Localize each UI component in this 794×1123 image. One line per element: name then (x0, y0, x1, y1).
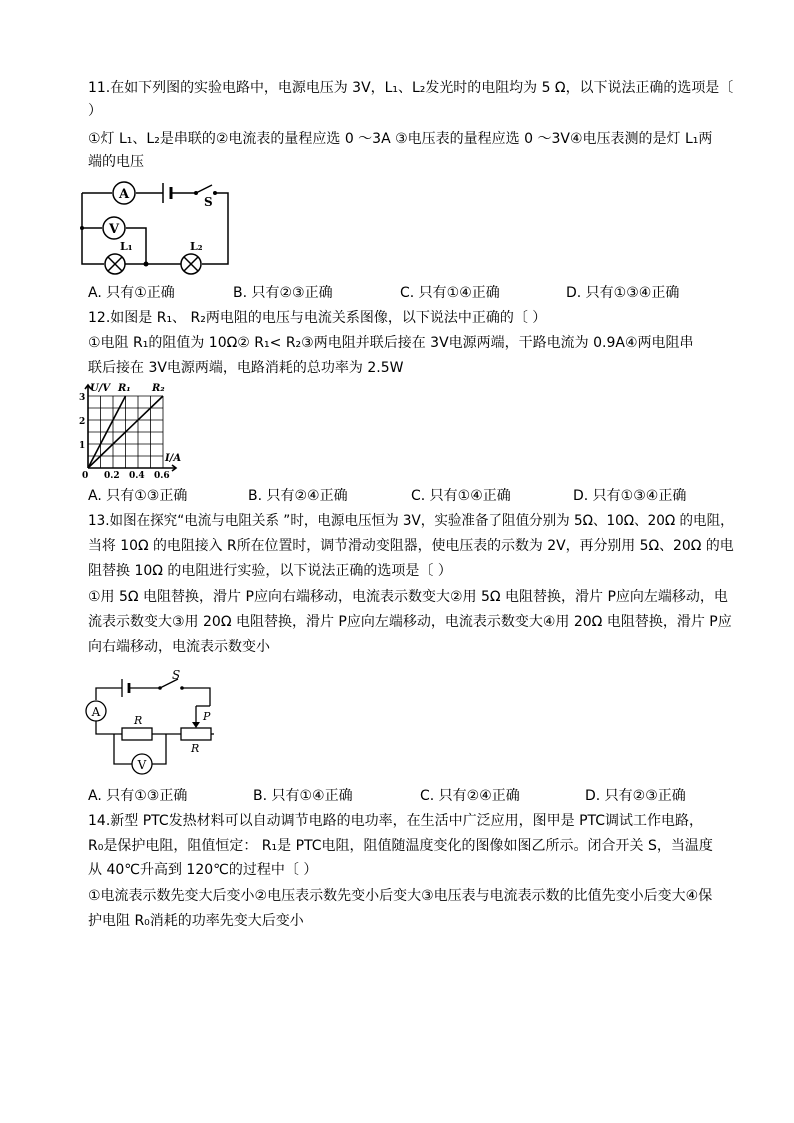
q11-stem-line-2: ） (88, 103, 102, 119)
q14-stem-line-2: R₀是保护电阻，阻值恒定： R₁是 PTC电阻，阻值随温度变化的图像如图乙所示。闭合开关 S，当温度 (88, 838, 713, 854)
q11-lamp2-label: L₂ (190, 240, 203, 253)
q13-statements-line-2: 流表示数变大③用 20Ω 电阻替换，滑片 P应向左端移动，电流表示数变大④用 20Ω 电阻替换，滑片 P应 (88, 614, 732, 630)
q14-stem-line-3: 从 40℃升高到 120℃的过程中〔 ） (88, 862, 318, 878)
q14-statements-line-1: ①电流表示数先变大后变小②电压表示数先变小后变大③电压表与电流表示数的比值先变小后变大④保 (88, 888, 713, 904)
q12-option-a[interactable]: A. 只有①③正确 (88, 488, 188, 504)
q12-statements-line-1: ①电阻 R₁的阻值为 10Ω② R₁< R₂③两电阻并联后接在 3V电源两端，干路电流为 0.9A④两电阻串 (88, 335, 694, 351)
q12-y-axis-label: U/V (90, 383, 111, 394)
q13-stem-line-2: 当将 10Ω 的电阻接入 R所在位置时，调节滑动变阻器，使电压表的示数为 2V，再分别用 5Ω、20Ω 的电 (88, 538, 734, 554)
q11-stem-line-1: 11.在如下列图的实验电路中，电源电压为 3V，L₁、L₂发光时的电阻均为 5 Ω，以下说法正确的选项是〔 (88, 80, 734, 96)
q11-option-b[interactable]: B. 只有②③正确 (233, 285, 333, 301)
q12-xtick-0.2: 0.2 (104, 471, 120, 479)
q13-rheostat-label: R (191, 742, 200, 755)
q11-lamp1-label: L₁ (120, 240, 133, 253)
q13-resistor-label: R (134, 714, 143, 727)
q13-option-c[interactable]: C. 只有②④正确 (420, 788, 520, 804)
q13-ammeter-label: A (91, 705, 101, 719)
q12-xtick-0.4: 0.4 (129, 471, 145, 479)
q12-ytick-3: 3 (79, 393, 86, 403)
q11-voltmeter-label: V (108, 222, 120, 237)
q11-statements-line-2: 端的电压 (88, 154, 144, 170)
q12-r2-label: R₂ (152, 383, 165, 394)
q11-ammeter-label: A (118, 187, 130, 202)
q13-stem-line-3: 阻替换 10Ω 的电阻进行实验，以下说法正确的选项是〔 ） (88, 563, 452, 579)
q11-statements-line-1: ①灯 L₁、L₂是串联的②电流表的量程应选 0 ～3A ③电压表的量程应选 0 ～3V④电压表测的是灯 L₁两 (88, 131, 713, 147)
q13-statements-line-3: 向右端移动，电流表示数变小 (88, 639, 270, 655)
q12-stem: 12.如图是 R₁、 R₂两电阻的电压与电流关系图像，以下说法中正确的〔 ） (88, 310, 547, 326)
q11-option-a[interactable]: A. 只有①正确 (88, 285, 175, 301)
q11-option-d[interactable]: D. 只有①③④正确 (566, 285, 680, 301)
q11-circuit-diagram (78, 178, 238, 276)
q12-ytick-2: 2 (79, 417, 86, 427)
q12-x-axis-label: I/A (165, 453, 182, 464)
q12-statements-line-2: 联后接在 3V电源两端，电路消耗的总功率为 2.5W (88, 360, 404, 376)
q13-stem-line-1: 13.如图在探究“电流与电阻关系 ”时，电源电压恒为 3V，实验准备了阻值分别为 5Ω、10Ω、20Ω 的电阻， (88, 513, 734, 529)
q13-option-a[interactable]: A. 只有①③正确 (88, 788, 188, 804)
q13-option-b[interactable]: B. 只有①④正确 (253, 788, 353, 804)
q12-origin-label: 0 (82, 471, 89, 479)
q12-ytick-1: 1 (79, 441, 86, 451)
q13-slider-label: P (203, 710, 211, 723)
q13-voltmeter-label: V (137, 758, 147, 772)
q14-statements-line-2: 护电阻 R₀消耗的功率先变大后变小 (88, 913, 304, 929)
q12-option-b[interactable]: B. 只有②④正确 (248, 488, 348, 504)
q13-switch-label: S (172, 670, 181, 682)
q11-option-c[interactable]: C. 只有①④正确 (400, 285, 500, 301)
q12-option-d[interactable]: D. 只有①③④正确 (573, 488, 687, 504)
q12-option-c[interactable]: C. 只有①④正确 (411, 488, 511, 504)
q12-xtick-0.6: 0.6 (154, 471, 170, 479)
q11-switch-label: S (204, 195, 213, 209)
q13-option-d[interactable]: D. 只有②③正确 (585, 788, 686, 804)
q13-circuit-diagram (82, 670, 222, 778)
q14-stem-line-1: 14.新型 PTC发热材料可以自动调节电路的电功率，在生活中广泛应用，图甲是 PTC调试工作电路， (88, 813, 704, 829)
q13-statements-line-1: ①用 5Ω 电阻替换，滑片 P应向右端移动，电流表示数变大②用 5Ω 电阻替换，滑片 P应向左端移动，电 (88, 589, 728, 605)
q12-uv-graph (76, 381, 186, 479)
q12-r1-label: R₁ (118, 383, 131, 394)
